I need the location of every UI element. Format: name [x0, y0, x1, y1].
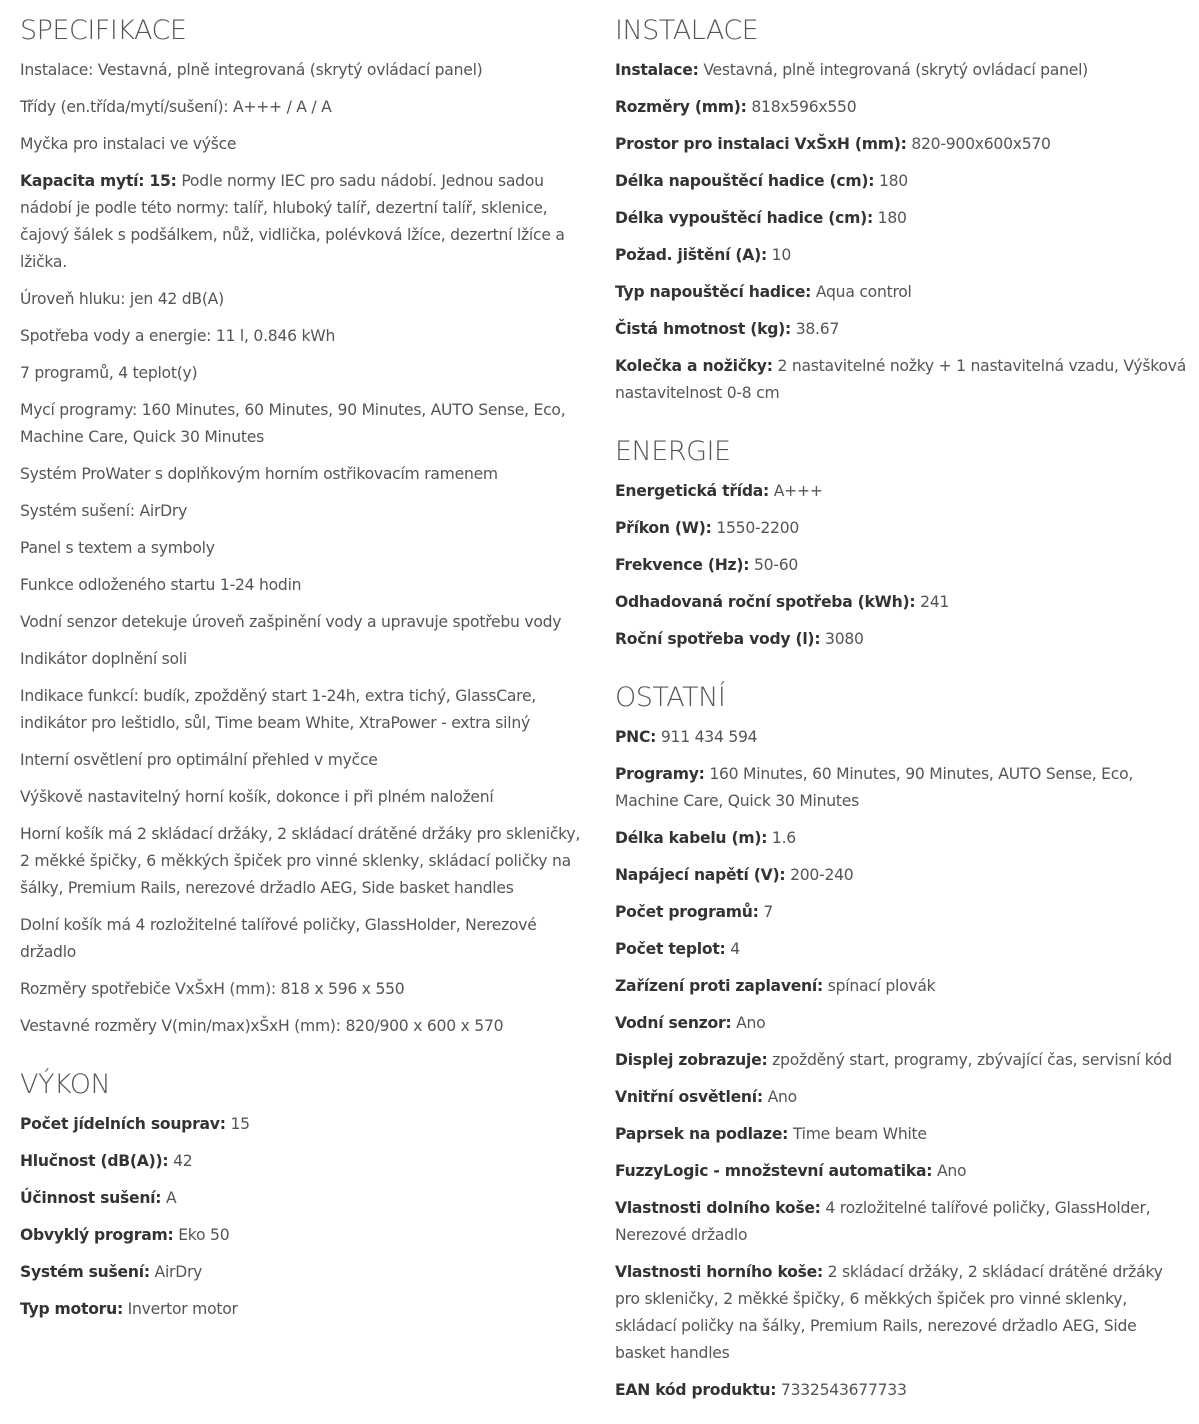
spec-item: [615, 94, 1187, 121]
spec-item-label: Délka napouštěcí hadice (cm):: [615, 172, 875, 190]
spec-item: [615, 589, 1187, 616]
spec-item: [20, 572, 588, 599]
spec-item-label: FuzzyLogic - množstevní automatika:: [615, 1162, 933, 1180]
spec-item: [20, 498, 588, 525]
spec-item-value: Dolní košík má 4 rozložitelné talířové poličky, GlassHolder, Nerezové držadlo: [20, 916, 537, 961]
spec-item-value: Myčka pro instalaci ve výšce: [20, 135, 237, 153]
spec-item-value: 241: [920, 593, 950, 611]
spec-item: [615, 1259, 1187, 1367]
spec-item: [20, 683, 588, 737]
spec-item: [20, 1185, 588, 1212]
spec-list: [20, 57, 588, 1040]
spec-item-label: Typ motoru:: [20, 1300, 123, 1318]
spec-item: [615, 242, 1187, 269]
spec-item-value: 2 skládací držáky, 2 skládací drátěné držáky pro skleničky, 2 měkké špičky, 6 měkkých špiček pro vinné sklenky, skládací poličky na šálky, Premium Rails, nerezové držadlo AEG, Side basket handles: [615, 1263, 1163, 1362]
spec-item: [615, 825, 1187, 852]
spec-item: [615, 1195, 1187, 1249]
spec-item: [20, 784, 588, 811]
section-title-specifikace: SPECIFIKACE: [20, 15, 187, 46]
spec-item: [20, 397, 588, 451]
spec-item: [20, 168, 588, 276]
spec-item-label: Hlučnost (dB(A)):: [20, 1152, 169, 1170]
section-instalace: [615, 14, 1187, 407]
spec-item-value: zpožděný start, programy, zbývající čas, servisní kód: [772, 1051, 1172, 1069]
spec-item-value: 180: [877, 209, 907, 227]
spec-list: [615, 724, 1187, 1404]
spec-item: [615, 168, 1187, 195]
spec-list: [20, 1111, 588, 1323]
spec-item-value: 818x596x550: [751, 98, 857, 116]
spec-item-label: Roční spotřeba vody (l):: [615, 630, 821, 648]
spec-item: [20, 360, 588, 387]
spec-item: [615, 279, 1187, 306]
spec-item-label: PNC:: [615, 728, 657, 746]
spec-item-value: Rozměry spotřebiče VxŠxH (mm): 818 x 596 x 550: [20, 980, 405, 998]
spec-item: [20, 131, 588, 158]
spec-item: [20, 57, 588, 84]
spec-item-value: Mycí programy: 160 Minutes, 60 Minutes, 90 Minutes, AUTO Sense, Eco, Machine Care, Quick 30 Minutes: [20, 401, 566, 446]
right-column: [615, 0, 1187, 1414]
spec-item-label: Vodní senzor:: [615, 1014, 732, 1032]
spec-item: [615, 552, 1187, 579]
spec-item-label: Obvyklý program:: [20, 1226, 174, 1244]
spec-list: [615, 478, 1187, 653]
left-column: [20, 0, 588, 1333]
spec-item-label: Rozměry (mm):: [615, 98, 747, 116]
section-specifikace: [20, 14, 588, 1040]
spec-item: [615, 1158, 1187, 1185]
spec-item-value: Indikátor doplnění soli: [20, 650, 187, 668]
spec-item-value: Systém ProWater s doplňkovým horním ostřikovacím ramenem: [20, 465, 498, 483]
spec-item-value: spínací plovák: [827, 977, 936, 995]
spec-item-value: 1550-2200: [716, 519, 800, 537]
section-energie: [615, 435, 1187, 653]
spec-item-label: Počet teplot:: [615, 940, 726, 958]
spec-item: [20, 286, 588, 313]
spec-item-value: Interní osvětlení pro optimální přehled v myčce: [20, 751, 378, 769]
spec-item-value: Spotřeba vody a energie: 11 l, 0.846 kWh: [20, 327, 336, 345]
spec-item-label: Počet programů:: [615, 903, 759, 921]
spec-item-value: 1.6: [771, 829, 796, 847]
spec-item-value: Třídy (en.třída/mytí/sušení): A+++ / A / A: [20, 98, 332, 116]
spec-item: [615, 1121, 1187, 1148]
section-title-vykon: VÝKON: [20, 1069, 111, 1100]
spec-item: [20, 1111, 588, 1138]
spec-item-value: Systém sušení: AirDry: [20, 502, 188, 520]
spec-item-label: Délka kabelu (m):: [615, 829, 768, 847]
spec-item-value: A: [165, 1189, 177, 1207]
spec-item: [20, 1148, 588, 1175]
spec-item-value: Ano: [936, 1162, 967, 1180]
section-title-energie: ENERGIE: [615, 436, 731, 467]
spec-item: [20, 323, 588, 350]
spec-item: [615, 862, 1187, 889]
spec-item-label: Vlastnosti dolního koše:: [615, 1199, 821, 1217]
spec-item-label: Prostor pro instalaci VxŠxH (mm):: [615, 135, 907, 153]
section-title-instalace: INSTALACE: [615, 15, 759, 46]
spec-item: [615, 1047, 1187, 1074]
spec-item: [615, 205, 1187, 232]
spec-item-label: Paprsek na podlaze:: [615, 1125, 789, 1143]
spec-item: [615, 1010, 1187, 1037]
spec-item-label: Typ napouštěcí hadice:: [615, 283, 812, 301]
spec-item: [615, 478, 1187, 505]
spec-item-value: Time beam White: [792, 1125, 927, 1143]
spec-item: [615, 353, 1187, 407]
spec-item: [20, 535, 588, 562]
spec-item-value: 7332543677733: [780, 1381, 907, 1399]
spec-item-value: 7 programů, 4 teplot(y): [20, 364, 198, 382]
spec-list: [615, 57, 1187, 407]
spec-item: [20, 1222, 588, 1249]
spec-item-label: Zařízení proti zaplavení:: [615, 977, 823, 995]
spec-item-value: A+++: [773, 482, 823, 500]
spec-item-label: Kapacita mytí: 15:: [20, 172, 177, 190]
spec-item-label: Čistá hmotnost (kg):: [615, 320, 791, 338]
spec-item: [615, 724, 1187, 751]
spec-item: [20, 1296, 588, 1323]
spec-item-value: 15: [230, 1115, 250, 1133]
spec-item-value: AirDry: [154, 1263, 203, 1281]
spec-item: [20, 747, 588, 774]
spec-item: [20, 912, 588, 966]
spec-item-value: Instalace: Vestavná, plně integrovaná (skrytý ovládací panel): [20, 61, 483, 79]
spec-item-label: Frekvence (Hz):: [615, 556, 750, 574]
spec-item-value: Funkce odloženého startu 1-24 hodin: [20, 576, 302, 594]
spec-item: [615, 761, 1187, 815]
spec-item-value: 4 rozložitelné talířové poličky, GlassHolder, Nerezové držadlo: [615, 1199, 1151, 1244]
spec-item-value: 200-240: [790, 866, 854, 884]
section-vykon: [20, 1068, 588, 1323]
spec-item-value: 7: [763, 903, 774, 921]
spec-item-value: Horní košík má 2 skládací držáky, 2 skládací drátěné držáky pro skleničky, 2 měkké špičky, 6 měkkých špiček pro vinné sklenky, skládací poličky na šálky, Premium Rails, nerezové držadlo AEG, Side basket handles: [20, 825, 581, 897]
spec-item: [20, 1013, 588, 1040]
spec-item: [20, 646, 588, 673]
spec-item-label: EAN kód produktu:: [615, 1381, 777, 1399]
spec-item-label: Příkon (W):: [615, 519, 712, 537]
spec-item-value: Aqua control: [815, 283, 912, 301]
spec-item-value: 180: [878, 172, 908, 190]
spec-item-value: Vodní senzor detekuje úroveň zašpinění vody a upravuje spotřebu vody: [20, 613, 562, 631]
spec-item-label: Systém sušení:: [20, 1263, 150, 1281]
spec-item-label: Požad. jištění (A):: [615, 246, 767, 264]
spec-item: [615, 1377, 1187, 1404]
spec-item-value: Ano: [767, 1088, 797, 1106]
spec-item-label: Kolečka a nožičky:: [615, 357, 773, 375]
spec-item: [615, 973, 1187, 1000]
spec-item-label: Vnitřní osvětlení:: [615, 1088, 763, 1106]
spec-item-label: Instalace:: [615, 61, 699, 79]
spec-item-value: Vestavné rozměry V(min/max)xŠxH (mm): 820/900 x 600 x 570: [20, 1017, 504, 1035]
spec-item: [20, 976, 588, 1003]
spec-item-value: 10: [771, 246, 792, 264]
spec-item-value: 38.67: [795, 320, 840, 338]
spec-item: [20, 94, 588, 121]
spec-item-value: Indikace funkcí: budík, zpožděný start 1-24h, extra tichý, GlassCare, indikátor pro leštidlo, sůl, Time beam White, XtraPower - extra silný: [20, 687, 537, 732]
spec-item-value: Podle normy IEC pro sadu nádobí. Jednou sadou nádobí je podle této normy: talíř, hluboký talíř, dezertní talíř, sklenice, čajový šálek s podšálkem, nůž, vidlička, polévková lžíce, dezertní lžíce a lžička.: [20, 172, 565, 271]
spec-item: [20, 461, 588, 488]
spec-item-value: Ano: [736, 1014, 766, 1032]
spec-item-label: Účinnost sušení:: [20, 1189, 162, 1207]
spec-item-value: 2 nastavitelné nožky + 1 nastavitelná vzadu, Výšková nastavitelnost 0-8 cm: [615, 357, 1187, 402]
spec-item: [615, 1084, 1187, 1111]
spec-item: [615, 626, 1187, 653]
spec-item-value: 160 Minutes, 60 Minutes, 90 Minutes, AUTO Sense, Eco, Machine Care, Quick 30 Minutes: [615, 765, 1134, 810]
spec-item-value: 50-60: [753, 556, 799, 574]
spec-item-value: Invertor motor: [127, 1300, 238, 1318]
spec-item-value: Eko 50: [178, 1226, 230, 1244]
spec-item-value: 820-900x600x570: [911, 135, 1051, 153]
spec-item-label: Vlastnosti horního koše:: [615, 1263, 823, 1281]
spec-item: [20, 821, 588, 902]
spec-item: [615, 936, 1187, 963]
section-title-ostatni: OSTATNÍ: [615, 682, 726, 713]
spec-item-label: Počet jídelních souprav:: [20, 1115, 226, 1133]
spec-item-value: 4: [730, 940, 740, 958]
spec-item-value: 42: [173, 1152, 193, 1170]
spec-item-value: Výškově nastavitelný horní košík, dokonce i při plném naložení: [20, 788, 494, 806]
spec-item-label: Energetická třída:: [615, 482, 770, 500]
spec-item: [615, 316, 1187, 343]
spec-item-label: Napájecí napětí (V):: [615, 866, 786, 884]
spec-item-label: Displej zobrazuje:: [615, 1051, 768, 1069]
spec-item-value: 3080: [825, 630, 864, 648]
spec-item-value: 911 434 594: [660, 728, 758, 746]
spec-item: [615, 131, 1187, 158]
section-ostatni: [615, 681, 1187, 1404]
spec-item: [20, 1259, 588, 1286]
spec-item: [615, 57, 1187, 84]
spec-item-label: Programy:: [615, 765, 705, 783]
spec-item-label: Délka vypouštěcí hadice (cm):: [615, 209, 873, 227]
spec-item-value: Vestavná, plně integrovaná (skrytý ovládací panel): [703, 61, 1089, 79]
spec-item: [615, 899, 1187, 926]
spec-item-value: Úroveň hluku: jen 42 dB(A): [20, 290, 224, 308]
spec-item-label: Odhadovaná roční spotřeba (kWh):: [615, 593, 916, 611]
spec-item: [615, 515, 1187, 542]
spec-item: [20, 609, 588, 636]
spec-item-value: Panel s textem a symboly: [20, 539, 215, 557]
